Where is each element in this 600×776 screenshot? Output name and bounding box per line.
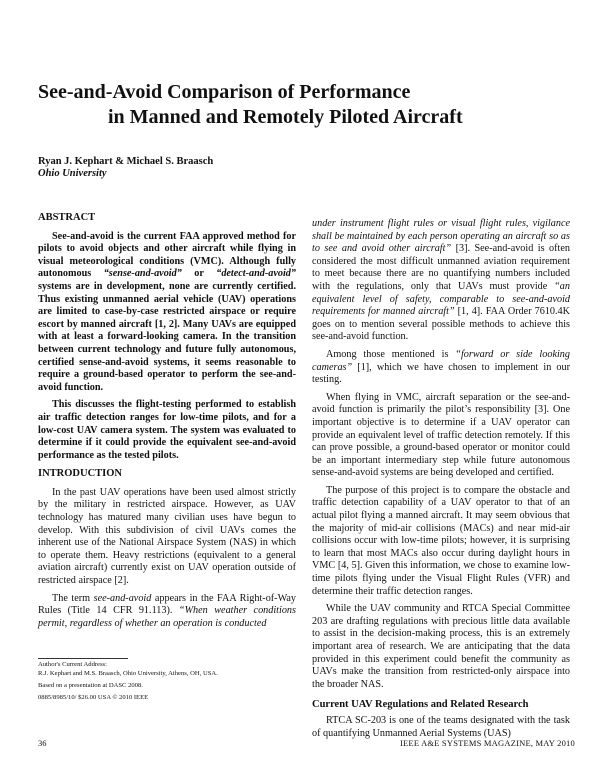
page-number: 36 [38, 738, 47, 748]
right-paragraph-3: When flying in VMC, aircraft separation or the see-and-avoid function is primarily the pilot’s responsibility [3]. One important objective is to determine if a UAV operator can provide an equivalent level of traffic detection remotely. If this can prove possible, a ground-based operator or monitor could be an important intermediary step while future autonomous sense-and-avoid systems are being developed and certified. [312, 391, 570, 479]
right-paragraph-6: RTCA SC-203 is one of the teams designated with the task of quantifying Unmanned Aerial Systems (UAS) [312, 714, 570, 739]
right-paragraph-4: The purpose of this project is to compare the obstacle and traffic detection capability of a UAV operator to that of an actual pilot flying a manned aircraft. It may seem obvious that the majority of mid-air collisions (MACs) and near mid-air collisions occur with low-time pilots; however, it is surprising to learn that most MACs also occur during daylight hours in VMC [4, 5]. Given this information, we chose to examine low-time pilots flying under the Visual Flight Rules (VFR) and determine their traffic detection ranges. [312, 484, 570, 597]
title-line-2: in Manned and Remotely Piloted Aircraft [108, 106, 463, 128]
abstract-heading: ABSTRACT [38, 212, 96, 223]
footnote-address-label: Author's Current Address: R.J. Kephart and M.S. Braasch, Ohio University, Athens, OH, USA. [38, 661, 218, 677]
abstract-paragraph-2: This discusses the flight-testing performed to establish air traffic detection ranges for low-time pilots, and for a low-cost UAV camera system. The system was evaluated to determine if it could provide the equivalent see-and-avoid performance as the tested pilots. [38, 399, 296, 461]
footnote [38, 658, 288, 705]
footnote-copyright: 0885/8985/10/ $26.00 USA © 2010 IEEE [38, 694, 149, 701]
author-names: Ryan J. Kephart & Michael S. Braasch [38, 156, 214, 167]
introduction-heading: INTRODUCTION [38, 468, 123, 480]
abstract-paragraph-1: See-and-avoid is the current FAA approved method for pilots to avoid objects and other aircraft while flying in visual meteorological conditions (VMC). Although fully autonomous “sense-and-avoid” or “detect-and-avoid” systems are in development, none are currently certified. Thus existing unmanned aerial vehicle (UAV) operations are limited to case-by-case restricted airspace or require escort by manned aircraft [1, 2]. Many UAVs are equipped with at least a forward-looking camera. In the transition between current technology and future fully autonomous, certified sense-and-avoid systems, it seems reasonable to require a ground-based operator to perform the see-and-avoid function. [38, 230, 296, 393]
left-column [38, 212, 296, 635]
right-paragraph-2: Among those mentioned is “forward or side looking cameras” [1], which we have chosen to implement in our testing. [312, 348, 570, 386]
author-affiliation: Ohio University [38, 168, 107, 179]
title-line-1: See-and-Avoid Comparison of Performance [38, 81, 411, 103]
right-paragraph-5: While the UAV community and RTCA Special Committee 203 are drafting regulations with precious little data available to assist in the decision-making process, this is an extremely important area of research. We are anticipating that the data provided in this experiment could benefit the community as UAVs make the transition from restricted-only airspace into the broader NAS. [312, 603, 570, 690]
journal-footer: IEEE A&E SYSTEMS MAGAZINE, MAY 2010 [400, 738, 575, 748]
introduction-paragraph-1: In the past UAV operations have been used almost strictly by the military in restricted airspace. However, as UAV technology has matured many civilian uses have begun to develop. With this subdivision of civil UAVs comes the inherent use of the National Airspace System (NAS) in which to operate them. Heavy restrictions (equivalent to a general aviation aircraft) currently exist on UAV operation outside of restricted airspace [2]. [38, 486, 296, 587]
footnote-rule [38, 658, 128, 659]
footnote-presentation: Based on a presentation at DASC 2008. [38, 682, 143, 689]
continued-paragraph: under instrument flight rules or visual flight rules, vigilance shall be maintained by each person operating an aircraft so as to see and avoid other aircraft” [3]. See-and-avoid is often considered the most difficult unmanned aviation requirement to meet because there are no quantifying numbers included with the regulations, only that UAVs must provide “an equivalent level of safety, comparable to see-and-avoid requirements for manned aircraft” [1, 4]. FAA Order 7610.4K goes on to mention several possible methods to achieve this see-and-avoid function. [312, 218, 570, 343]
introduction-paragraph-2: The term see-and-avoid appears in the FAA Right-of-Way Rules (Title 14 CFR 91.113). “When weather conditions permit, regardless of whether an operation is conducted [38, 592, 296, 629]
right-column [312, 218, 570, 745]
author-block [38, 156, 213, 180]
section-subheading: Current UAV Regulations and Related Research [312, 699, 529, 711]
